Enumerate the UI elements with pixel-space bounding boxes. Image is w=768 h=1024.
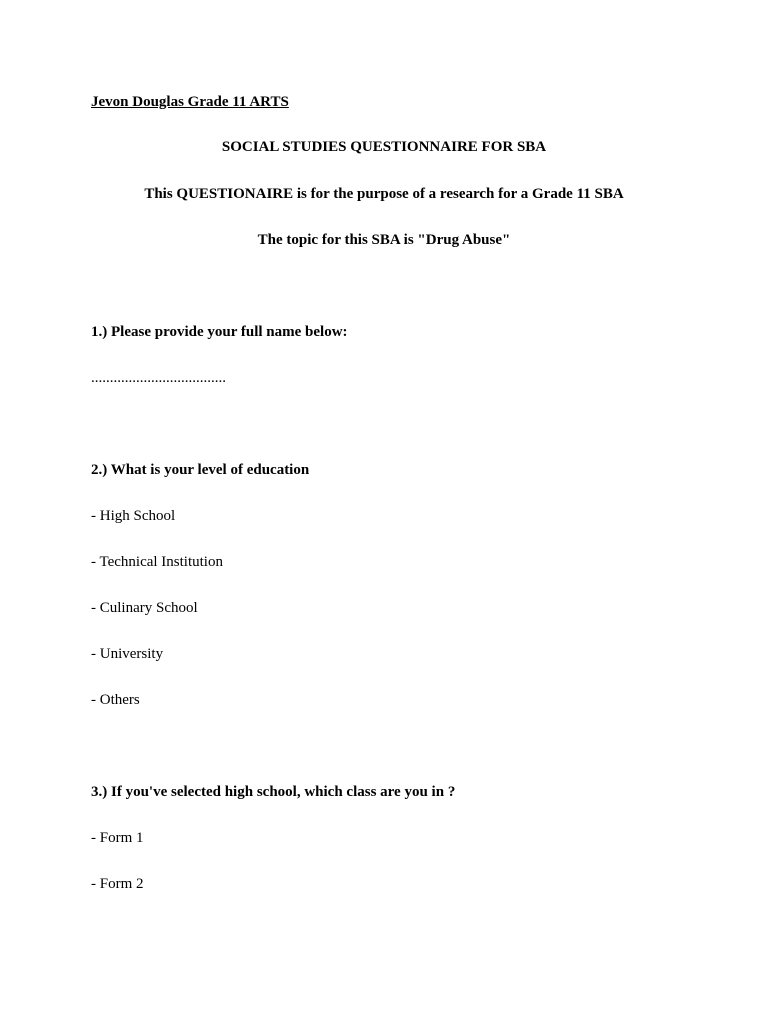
purpose-statement: This QUESTIONAIRE is for the purpose of a research for a Grade 11 SBA: [144, 186, 624, 202]
question-2-option: - Others: [91, 692, 140, 708]
question-1-answer-line: ....................................: [91, 370, 226, 386]
author-line: Jevon Douglas Grade 11 ARTS: [91, 94, 289, 110]
question-2-option: - Culinary School: [91, 600, 198, 616]
question-1-prompt: 1.) Please provide your full name below:: [91, 324, 348, 340]
topic-statement: The topic for this SBA is "Drug Abuse": [257, 232, 511, 248]
question-3-prompt: 3.) If you've selected high school, which class are you in ?: [91, 784, 456, 800]
question-2-option: - Technical Institution: [91, 554, 223, 570]
question-2-prompt: 2.) What is your level of education: [91, 462, 310, 478]
question-2-option: - High School: [91, 508, 176, 524]
document-title: SOCIAL STUDIES QUESTIONNAIRE FOR SBA: [221, 139, 547, 155]
question-2-option: - University: [91, 646, 164, 662]
question-3-option: - Form 2: [91, 876, 144, 892]
question-3-option: - Form 1: [91, 830, 144, 846]
